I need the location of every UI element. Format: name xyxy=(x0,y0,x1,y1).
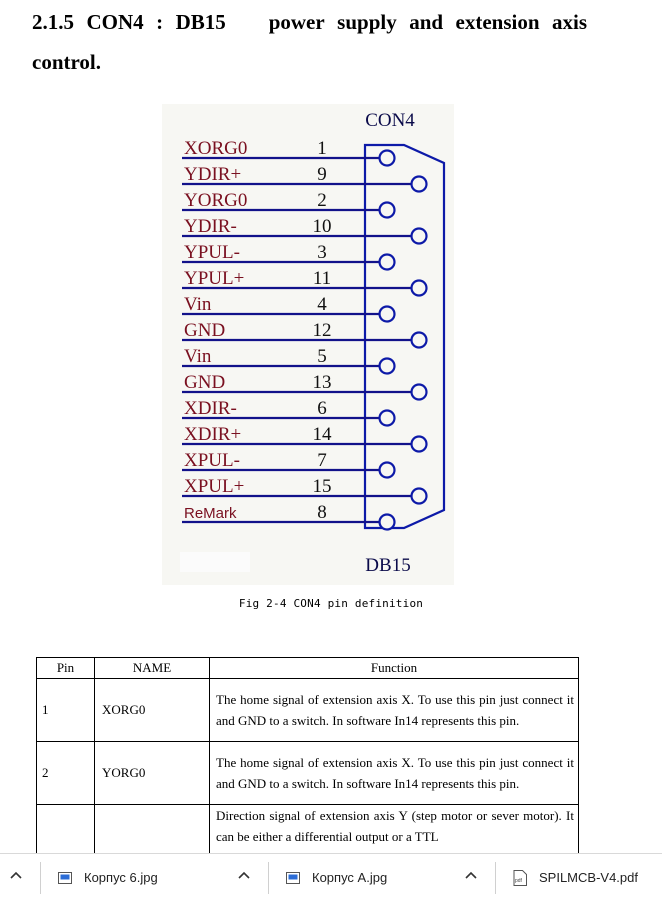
section-heading xyxy=(32,2,587,82)
pin-signal-label: ReMark xyxy=(184,505,237,522)
pin-signal-label: Vin xyxy=(184,346,212,367)
pin-signal-label: YDIR- xyxy=(184,216,237,237)
pin-contact xyxy=(412,489,427,504)
pin-contact xyxy=(380,151,395,166)
download-item[interactable] xyxy=(513,854,638,901)
divider xyxy=(40,862,41,894)
pin-signal-label: XDIR+ xyxy=(184,424,242,445)
pin-contact xyxy=(412,229,427,244)
pin-contact xyxy=(412,281,427,296)
pin-contact xyxy=(412,333,427,348)
heading-con: CON4 xyxy=(86,10,144,34)
pin-number-label: 7 xyxy=(317,450,327,471)
download-item-label: Корпус 6.jpg xyxy=(84,870,158,885)
pin-number-label: 15 xyxy=(312,476,332,497)
pin-number-label: 2 xyxy=(317,190,327,211)
blank-patch xyxy=(180,552,250,572)
cell-pin: 1 xyxy=(37,679,95,742)
figure-caption: Fig 2-4 CON4 pin definition xyxy=(238,597,424,610)
image-file-icon xyxy=(58,870,72,886)
chevron-up-icon[interactable] xyxy=(8,868,24,884)
pin-signal-label: XORG0 xyxy=(184,138,248,159)
connector-top-label: CON4 xyxy=(365,110,415,131)
cell-function: The home signal of extension axis X. To use this pin just connect it and GND to a switch. In software In14 represents this pin. xyxy=(210,679,579,742)
pin-signal-label: YORG0 xyxy=(184,190,248,211)
pin-contact xyxy=(380,411,395,426)
pin-number-label: 4 xyxy=(317,294,327,315)
pin-number-label: 1 xyxy=(317,138,327,159)
pin-number-label: 8 xyxy=(317,502,327,523)
pin-number-label: 14 xyxy=(312,424,332,445)
pdf-badge-text: pdf xyxy=(515,877,522,884)
heading-word: power xyxy=(268,10,325,34)
pin-number-label: 6 xyxy=(317,398,327,419)
pin-signal-label: YPUL+ xyxy=(184,268,245,289)
connector-bottom-label: DB15 xyxy=(365,555,411,576)
heading-word: extension xyxy=(455,10,540,34)
cell-name: YORG0 xyxy=(95,742,210,805)
download-item[interactable] xyxy=(58,854,158,901)
cell-function: Direction signal of extension axis Y (step motor or sever motor). It can be either a differential output or a TTL xyxy=(210,805,579,868)
download-item[interactable] xyxy=(286,854,387,901)
pin-number-label: 13 xyxy=(312,372,332,393)
pin-signal-label: XPUL- xyxy=(184,450,240,471)
pin-contact xyxy=(380,203,395,218)
cell-function: The home signal of extension axis X. To use this pin just connect it and GND to a switch. In software In14 represents this pin. xyxy=(210,742,579,805)
pin-number-label: 5 xyxy=(317,346,327,367)
heading-continuation: control. xyxy=(32,50,102,74)
pin-contact xyxy=(380,515,395,530)
pdf-file-icon xyxy=(513,870,527,886)
download-item-label: Корпус A.jpg xyxy=(312,870,388,885)
chevron-up-icon[interactable] xyxy=(236,868,252,884)
diagram-svg xyxy=(162,104,454,585)
pin-signal-label: GND xyxy=(184,372,226,393)
download-bar xyxy=(0,853,662,901)
pin-contact xyxy=(412,437,427,452)
pin-number-label: 3 xyxy=(317,242,327,263)
divider xyxy=(495,862,496,894)
pin-signal-label: XPUL+ xyxy=(184,476,245,497)
pin-signal-label: YDIR+ xyxy=(184,164,242,185)
table-row xyxy=(37,679,579,742)
heading-word: axis xyxy=(551,10,587,34)
pin-number-label: 11 xyxy=(312,268,332,289)
pin-contact xyxy=(412,385,427,400)
heading-connector: DB15 xyxy=(175,10,226,34)
pin-number-label: 10 xyxy=(312,216,332,237)
cell-pin: 2 xyxy=(37,742,95,805)
pin-signal-label: Vin xyxy=(184,294,212,315)
pin-number-label: 9 xyxy=(317,164,327,185)
pin-contact xyxy=(412,177,427,192)
col-header-name: NAME xyxy=(95,658,210,679)
table-row xyxy=(37,742,579,805)
con4-pin-diagram xyxy=(162,104,454,585)
pin-contact xyxy=(380,463,395,478)
heading-colon: : xyxy=(156,10,164,34)
pin-signal-label: XDIR- xyxy=(184,398,237,419)
pin-contact xyxy=(380,307,395,322)
divider xyxy=(268,862,269,894)
image-file-icon xyxy=(286,870,300,886)
pin-number-label: 12 xyxy=(312,320,332,341)
col-header-function: Function xyxy=(210,658,579,679)
chevron-up-icon[interactable] xyxy=(463,868,479,884)
pin-contact xyxy=(380,359,395,374)
heading-word: supply xyxy=(337,10,397,34)
heading-word: and xyxy=(409,10,444,34)
pin-function-table xyxy=(36,657,579,868)
download-item-label: SPILMCB-V4.pdf xyxy=(539,870,638,885)
col-header-pin: Pin xyxy=(37,658,95,679)
pin-signal-label: YPUL- xyxy=(184,242,240,263)
table-header-row xyxy=(37,658,579,679)
pin-signal-label: GND xyxy=(184,320,226,341)
cell-name: XORG0 xyxy=(95,679,210,742)
pin-contact xyxy=(380,255,395,270)
section-number: 2.1.5 xyxy=(32,10,74,34)
